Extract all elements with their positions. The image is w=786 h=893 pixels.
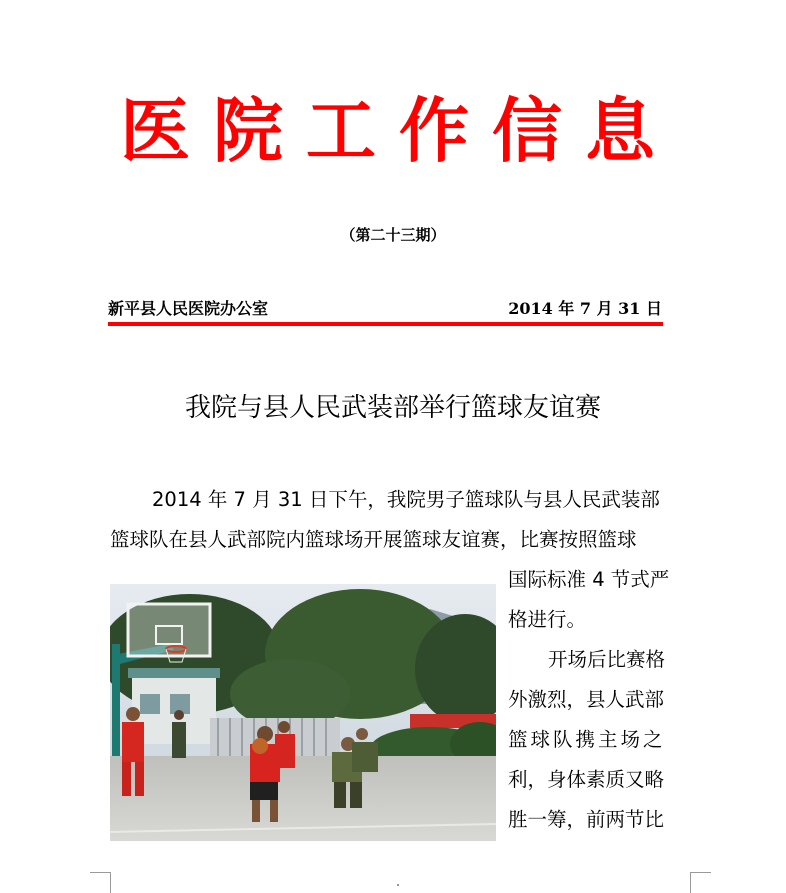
article-line: 国际标准 4 节式严 [508,568,670,591]
issuing-office: 新平县人民医院办公室 [108,299,269,318]
article-line: 篮球队携主场之 [508,728,666,751]
page-corner-mark-right [690,872,711,893]
masthead-title: 医院工作信息 [120,89,678,172]
article-line: 利，身体素质又略 [508,768,665,791]
article-line: 开场后比赛格 [548,648,666,671]
basketball-game-photo [110,584,496,841]
article-headline: 我院与县人民武装部举行篮球友谊赛 [184,393,601,423]
article-line: 篮球队在县人武部院内篮球场开展篮球友谊赛，比赛按照篮球 [110,528,637,551]
issue-date: 2014 年 7 月 31 日 [508,299,662,318]
red-divider [108,322,663,326]
article-line: 2014 年 7 月 31 日下午，我院男子篮球队与县人民武装部 [152,488,660,511]
page-corner-mark-left [90,872,111,893]
article-line: 格进行。 [508,608,587,631]
page-marker [397,884,399,886]
article-line: 胜一筹，前两节比 [508,808,665,831]
issue-number: （第二十三期） [340,226,446,244]
article-line: 外激烈，县人武部 [508,688,665,711]
